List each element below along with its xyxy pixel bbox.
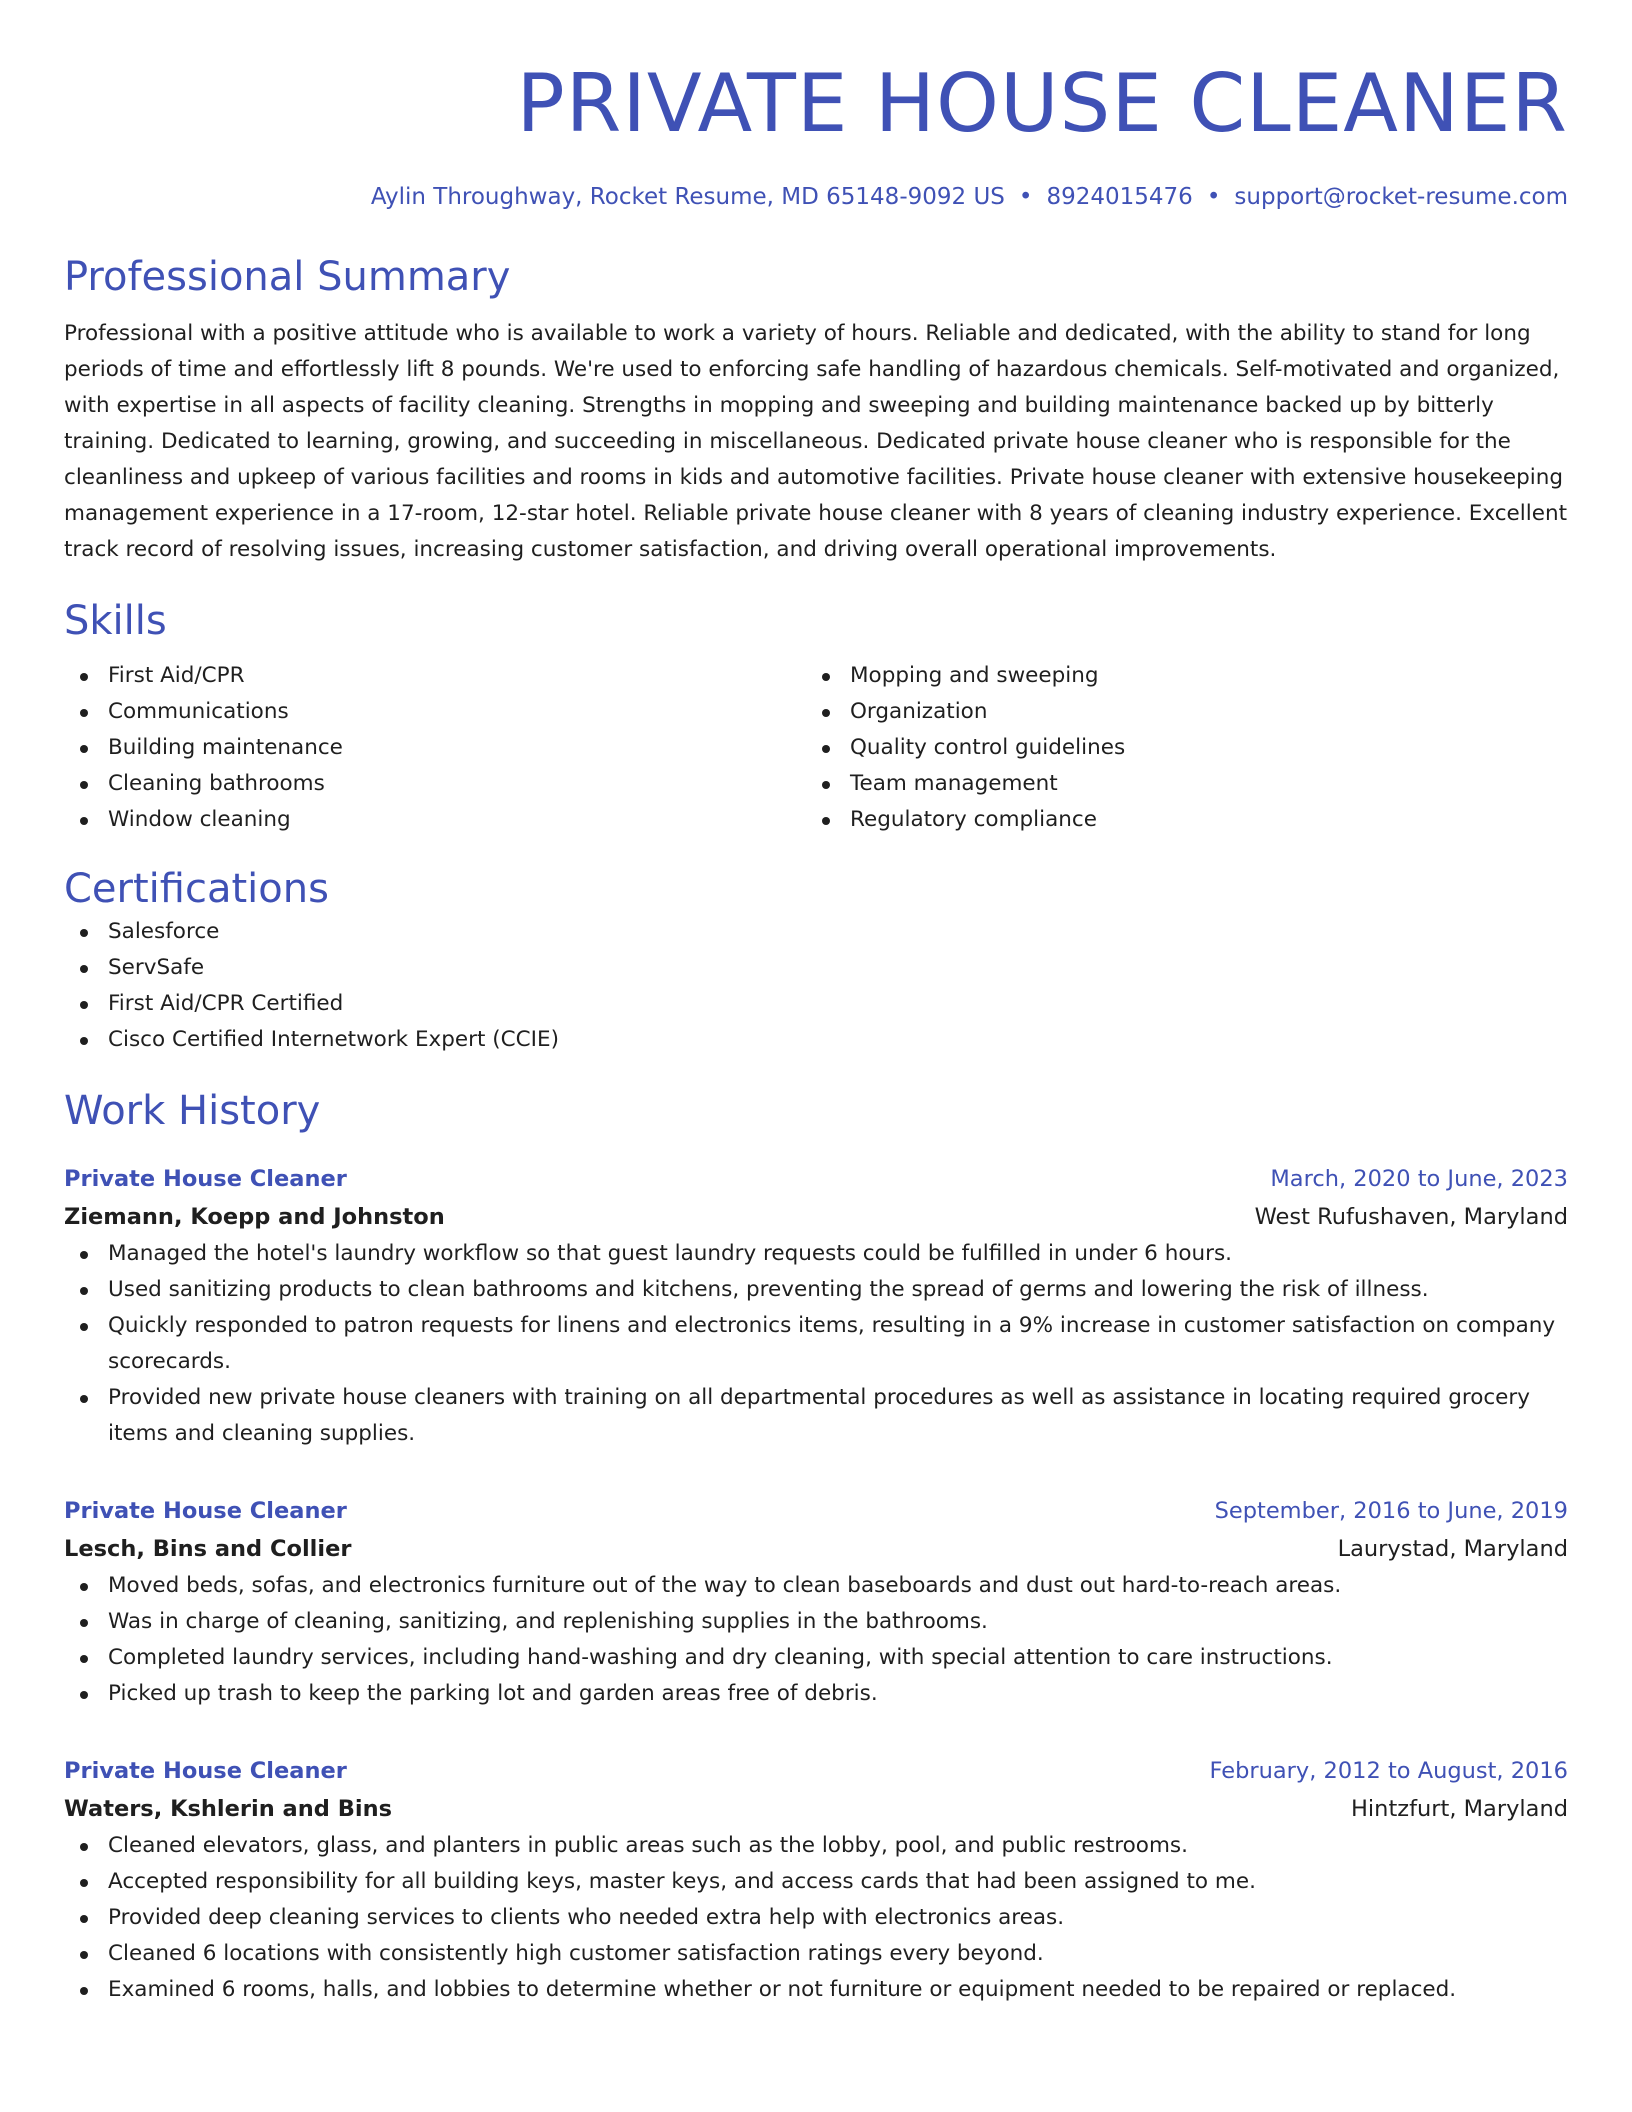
contact-line <box>64 182 1568 212</box>
job-company-row <box>64 1198 1568 1236</box>
certification-item: Salesforce <box>64 914 1568 950</box>
job-bullet-list <box>64 1568 1568 1712</box>
contact-separator: • <box>1018 184 1033 210</box>
work-history-heading: Work History <box>64 1088 321 1134</box>
certification-item: First Aid/CPR Certified <box>64 986 1568 1022</box>
job-company: Waters, Kshlerin and Bins <box>64 1796 392 1822</box>
job-location: Hintzfurt, Maryland <box>1351 1796 1568 1822</box>
contact-email: support@rocket-resume.com <box>1234 184 1568 210</box>
contact-address: Aylin Throughway, Rocket Resume, MD 65148-9092 US <box>370 184 1005 210</box>
summary-text: Professional with a positive attitude who is available to work a variety of hours. Reliable and dedicated, with the ability to stand for long periods of time and effortlessly lift 8 pounds. We're used to enforcing safe handling of hazardous chemicals. Self-motivated and organized, with expertise in all aspects of facility cleaning. Strengths in mopping and sweeping and building maintenance backed up by bitterly training. Dedicated to learning, growing, and succeeding in miscellaneous. Dedicated private house cleaner who is responsible for the cleanliness and upkeep of various facilities and rooms in kids and automotive facilities. Private house cleaner with extensive housekeeping management experience in a 17-room, 12-star hotel. Reliable private house cleaner with 8 years of cleaning industry experience. Excellent track record of resolving issues, increasing customer satisfaction, and driving overall operational improvements. <box>64 321 1567 562</box>
resume-page <box>64 0 1568 2008</box>
job-dates: March, 2020 to June, 2023 <box>1270 1166 1568 1192</box>
skills-list-left <box>64 658 806 838</box>
skills-columns <box>64 658 1568 838</box>
job-title: Private House Cleaner <box>64 1166 347 1192</box>
job-bullet: Cleaned elevators, glass, and planters in public areas such as the lobby, pool, and public restrooms. <box>64 1828 1568 1864</box>
summary-heading: Professional Summary <box>64 254 511 300</box>
skill-item: Team management <box>806 766 1548 802</box>
job-title: Private House Cleaner <box>64 1758 347 1784</box>
job-bullet: Managed the hotel's laundry workflow so that guest laundry requests could be fulfilled in under 6 hours. <box>64 1236 1568 1272</box>
job-dates: February, 2012 to August, 2016 <box>1209 1758 1568 1784</box>
skill-item: Window cleaning <box>64 802 806 838</box>
contact-separator: • <box>1206 184 1221 210</box>
job-company: Lesch, Bins and Collier <box>64 1536 352 1562</box>
job-bullet: Quickly responded to patron requests for linens and electronics items, resulting in a 9% increase in customer satisfaction on company scorecards. <box>64 1308 1568 1380</box>
skill-item: Mopping and sweeping <box>806 658 1548 694</box>
certification-item: Cisco Certified Internetwork Expert (CCIE) <box>64 1022 1568 1058</box>
job-bullet: Provided deep cleaning services to clients who needed extra help with electronics areas. <box>64 1900 1568 1936</box>
resume-header <box>64 0 1568 212</box>
certifications-heading: Certifications <box>64 866 329 912</box>
skill-item: Communications <box>64 694 806 730</box>
job-entry <box>64 1160 1568 1452</box>
job-bullet: Accepted responsibility for all building keys, master keys, and access cards that had been assigned to me. <box>64 1864 1568 1900</box>
job-bullet: Completed laundry services, including hand-washing and dry cleaning, with special attention to care instructions. <box>64 1640 1568 1676</box>
job-entry <box>64 1492 1568 1712</box>
resume-title: PRIVATE HOUSE CLEANER <box>516 57 1568 150</box>
work-history-section <box>64 1086 1568 2008</box>
job-title: Private House Cleaner <box>64 1498 347 1524</box>
job-bullet: Was in charge of cleaning, sanitizing, and replenishing supplies in the bathrooms. <box>64 1604 1568 1640</box>
job-entry <box>64 1752 1568 2008</box>
contact-phone: 8924015476 <box>1046 184 1193 210</box>
job-company-row <box>64 1790 1568 1828</box>
skills-list-right <box>806 658 1548 838</box>
job-bullet: Examined 6 rooms, halls, and lobbies to determine whether or not furniture or equipment needed to be repaired or replaced. <box>64 1972 1568 2008</box>
skill-item: Regulatory compliance <box>806 802 1548 838</box>
job-bullet: Provided new private house cleaners with training on all departmental procedures as well as assistance in locating required grocery items and cleaning supplies. <box>64 1380 1568 1452</box>
skill-item: Quality control guidelines <box>806 730 1548 766</box>
job-bullet: Used sanitizing products to clean bathrooms and kitchens, preventing the spread of germs and lowering the risk of illness. <box>64 1272 1568 1308</box>
job-bullet-list <box>64 1236 1568 1452</box>
job-company-row <box>64 1530 1568 1568</box>
job-dates: September, 2016 to June, 2019 <box>1214 1498 1568 1524</box>
skill-item: First Aid/CPR <box>64 658 806 694</box>
job-bullet: Cleaned 6 locations with consistently high customer satisfaction ratings every beyond. <box>64 1936 1568 1972</box>
skills-heading: Skills <box>64 598 167 644</box>
skill-item: Cleaning bathrooms <box>64 766 806 802</box>
job-bullet: Moved beds, sofas, and electronics furniture out of the way to clean baseboards and dust out hard-to-reach areas. <box>64 1568 1568 1604</box>
certification-item: ServSafe <box>64 950 1568 986</box>
job-company: Ziemann, Koepp and Johnston <box>64 1204 445 1230</box>
certifications-section <box>64 864 1568 1058</box>
job-location: West Rufushaven, Maryland <box>1254 1204 1568 1230</box>
job-title-row <box>64 1492 1568 1530</box>
job-location: Laurystad, Maryland <box>1337 1536 1568 1562</box>
skills-section <box>64 596 1568 838</box>
summary-section <box>64 252 1568 568</box>
certifications-list <box>64 914 1568 1058</box>
job-title-row <box>64 1160 1568 1198</box>
job-bullet-list <box>64 1828 1568 2008</box>
job-title-row <box>64 1752 1568 1790</box>
job-bullet: Picked up trash to keep the parking lot and garden areas free of debris. <box>64 1676 1568 1712</box>
skill-item: Building maintenance <box>64 730 806 766</box>
skill-item: Organization <box>806 694 1548 730</box>
